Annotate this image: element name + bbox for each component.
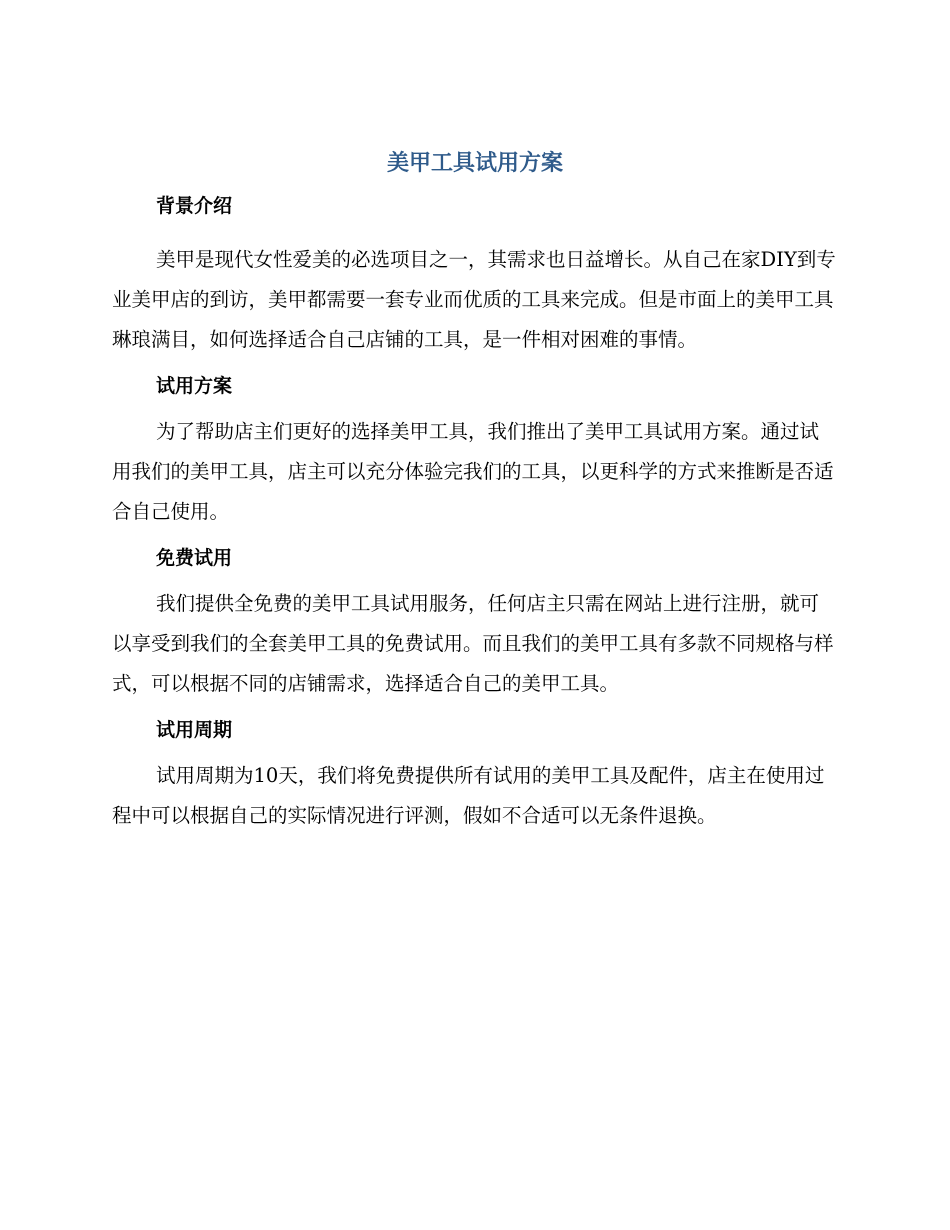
section-heading-trial-period: 试用周期 xyxy=(156,719,233,741)
document-body xyxy=(112,146,838,836)
section-paragraph-trial-plan: 为了帮助店主们更好的选择美甲工具，我们推出了美甲工具试用方案。通过试用我们的美甲工具，店主可以充分体验完我们的工具，以更科学的方式来推断是否适合自己使用。 xyxy=(112,420,834,523)
section-paragraph-trial-period: 试用周期为10天，我们将免费提供所有试用的美甲工具及配件，店主在使用过程中可以根据自己的实际情况进行评测，假如不合适可以无条件退换。 xyxy=(112,764,825,827)
section-background xyxy=(112,188,838,360)
section-heading-background: 背景介绍 xyxy=(156,195,233,217)
section-trial-plan xyxy=(112,360,838,532)
document-title: 美甲工具试用方案 xyxy=(386,151,563,176)
section-heading-trial-plan: 试用方案 xyxy=(156,375,233,397)
section-paragraph-background: 美甲是现代女性爱美的必选项目之一，其需求也日益增长。从自己在家DIY到专业美甲店的到访，美甲都需要一套专业而优质的工具来完成。但是市面上的美甲工具琳琅满目，如何选择适合自己店铺的工具，是一件相对困难的事情。 xyxy=(112,248,836,351)
section-paragraph-free-trial: 我们提供全免费的美甲工具试用服务，任何店主只需在网站上进行注册，就可以享受到我们的全套美甲工具的免费试用。而且我们的美甲工具有多款不同规格与样式，可以根据不同的店铺需求，选择适合自己的美甲工具。 xyxy=(112,592,834,695)
section-free-trial xyxy=(112,532,838,704)
section-trial-period xyxy=(112,704,838,836)
section-heading-free-trial: 免费试用 xyxy=(156,547,233,569)
